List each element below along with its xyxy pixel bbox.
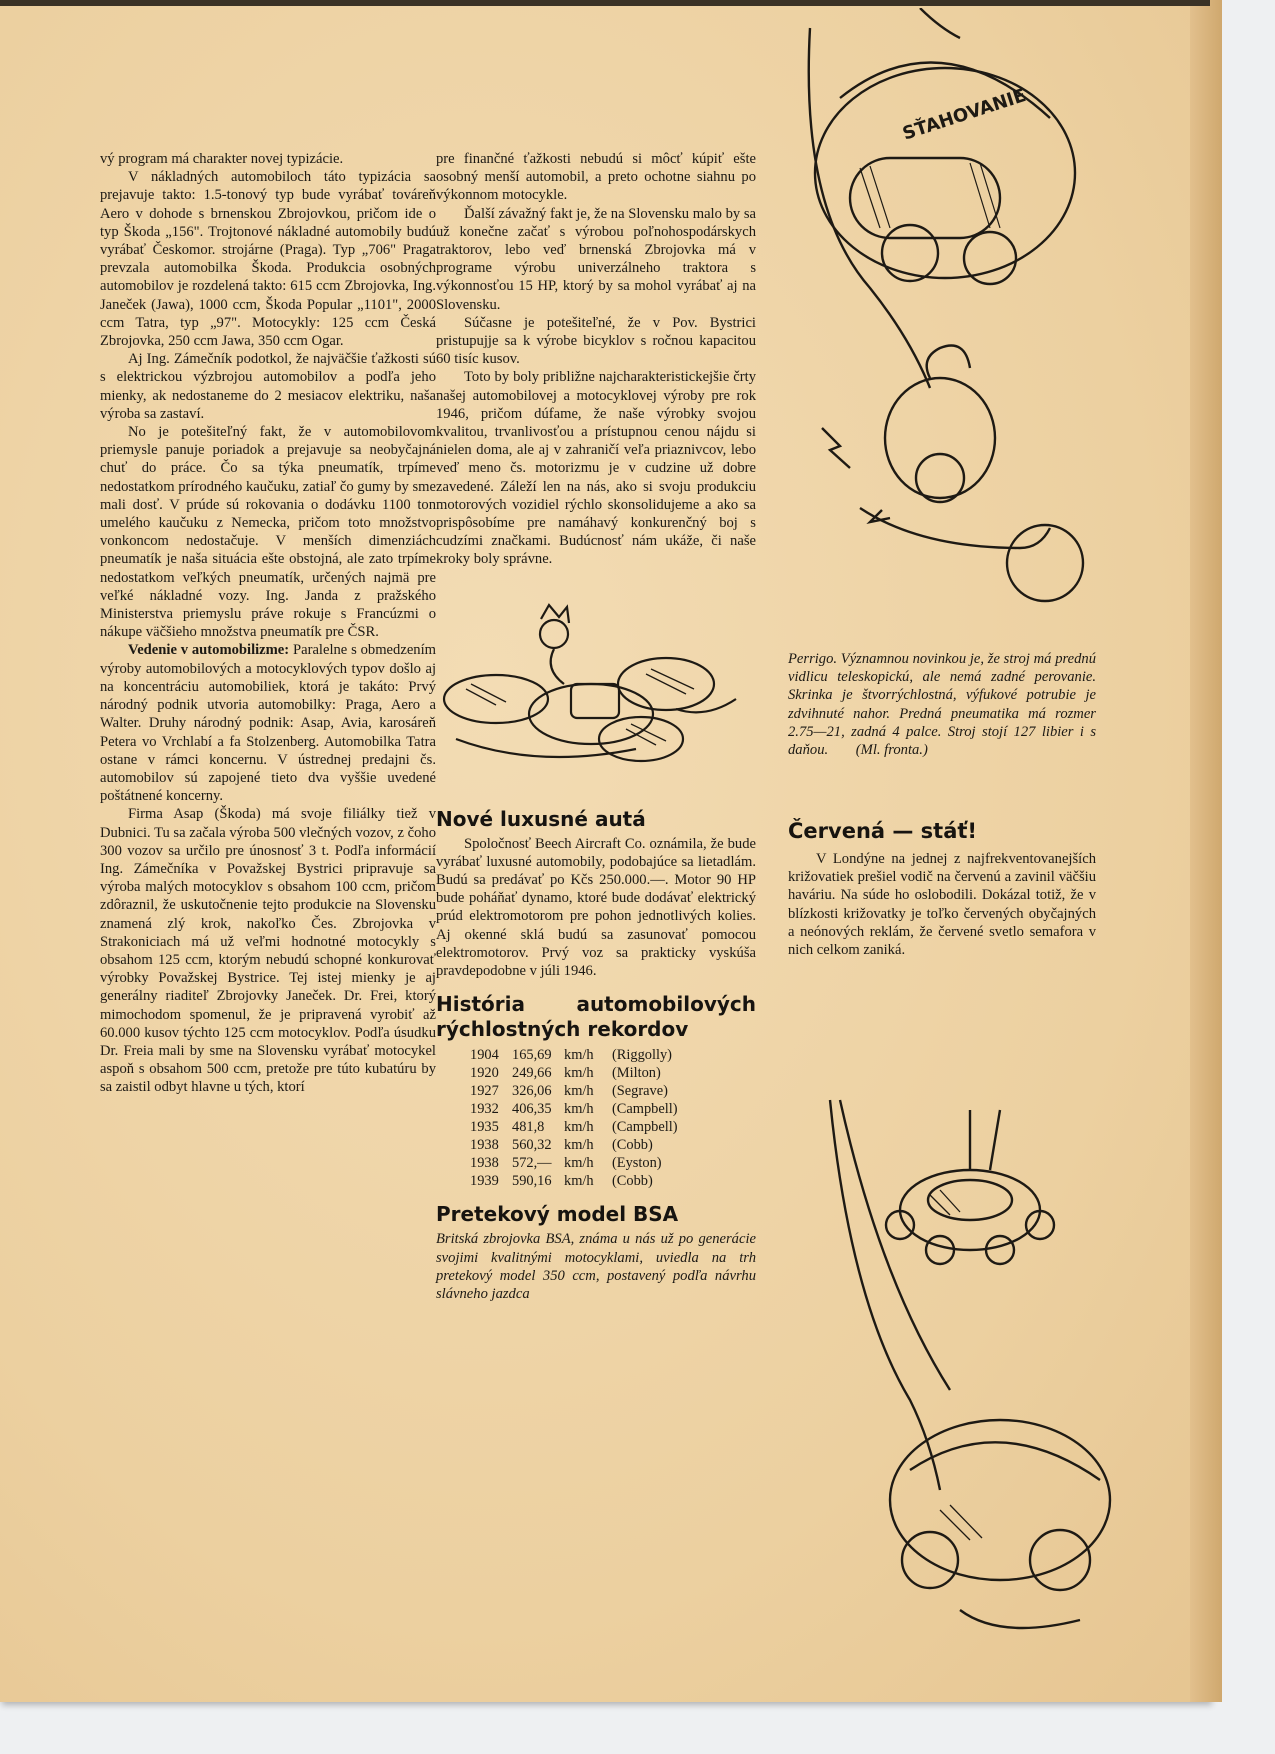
- headline-red-light: Červená — stáť!: [788, 819, 978, 843]
- record-year: 1932: [470, 1101, 499, 1118]
- record-unit: km/h: [564, 1173, 594, 1190]
- article-red-light: [788, 818, 1096, 959]
- record-speed: 560,32: [512, 1137, 552, 1154]
- paragraph: V Londýne na jednej z najfrekventovanejších križovatiek prešiel vodič na červenú a zavinil väčšiu haváriu. Na súde ho oslobodili. Dokázal totiž, že v blízkosti križovatky je toľko červených obyčajných a neónových reklám, že červené svetlo semafora v nich celkom zaniká.: [788, 851, 1096, 959]
- car-cartoon-illustration: [436, 589, 756, 799]
- record-name: (Milton): [612, 1065, 661, 1082]
- record-name: (Cobb): [612, 1173, 653, 1190]
- paragraph: vý program má charakter novej typizácie.: [100, 151, 344, 167]
- record-unit: km/h: [564, 1083, 594, 1100]
- article-column-2: [436, 150, 756, 1303]
- record-unit: km/h: [564, 1119, 594, 1136]
- record-year: 1920: [470, 1065, 499, 1082]
- speed-record-row: [470, 1082, 756, 1100]
- record-year: 1939: [470, 1173, 499, 1190]
- run-in-heading: Vedenie v automobilizme:: [128, 642, 290, 659]
- paragraph: No je potešiteľný fakt, že v automobilovom priemysle panuje poriadok a prejavuje sa neobyčajná chuť do práce. Čo sa týka pneumatík, trpíme nedostatkom prírodného kaučuku, zatiaľ čo gumy by sme mali dosť. V prúde sú rokovania o dodávku 1100 ton umelého kaučuku z Nemecka, pričom toto množstvo vonkoncom nedostačuje. V menších dimenziách pneumatík je naša situácia ešte obstojná, ale zato trpíme nedostatkom veľkých pneumatík, určených najmä pre veľké nákladné vozy. Ing. Janda z pražského Ministerstva priemyslu práve rokuje s Francúzmi o nákupe väčšieho množstva pneumatík pre ČSR.: [100, 424, 436, 641]
- speed-record-row: [470, 1046, 756, 1064]
- speed-record-row: [470, 1118, 756, 1136]
- paragraph: Toto by boly približne najcharakteristickejšie črty našej automobilovej a motocyklovej výroby pre rok 1946, pričom dúfame, že naše výrobky svojou kvalitou, trvanlivosťou a prístupnou cenou nájdu si nielen doma, ale aj v zahraničí veľa priaznivcov, lebo veď meno čs. motorizmu je v cudzine už dobre zavedené. Záleží len na nás, ako si svoju produkciu motorových vozidiel rýchlo skonsolidujeme a ako sa prispôsobíme pre namáhavý konkurenčný boj s cudzími značkami. Budúcnosť nám ukáže, či naše kroky boly správne.: [436, 369, 756, 568]
- paragraph: Firma Asap (Škoda) má svoje filiálky tiež v Dubnici. Tu sa začala výroba 500 vlečných vozov, z čoho 300 vozov sa určilo pre únosnosť 3 t. Podľa informácií Ing. Zámečníka v Považskej Bystrici pripravuje sa výroba malých motocyklov s obsahom 100 ccm, pričom zdôraznil, že uskutočnenie tejto produkcie na Slovensku znamená zlý krok, nakoľko Čes. Zbrojovka v Strakoniciach má už veľmi hodnotné motocykly s obsahom 125 ccm, ktorým nebudú schopné konkurovať výrobky Považskej Bystrice. Tej istej mienky je aj generálny riaditeľ Zbrojovky Janeček. Dr. Frei, ktorý mimochodom spomenul, že je pripravená vyrobiť až 60.000 kusov týchto 125 ccm motocyklov. Podľa úsudku Dr. Freia mali by sme na Slovensku vyrábať motocykel aspoň s obsahom 500 ccm, pretože pre túto kubatúru by sa zaistil odbyt hlavne u tých, ktorí: [100, 806, 436, 1096]
- paragraph-text: Perrigo. Významnou novinkou je, že stroj má prednú vidlicu teleskopickú, ale nemá zadné perovanie. Skrinka je štvorrýchlostná, výfukové potrubie je zdvihnuté nahor. Predná pneumatika má rozmer 2.75—21, zadná 4 palce. Stroj stojí 127 libier i s daňou.: [788, 651, 1096, 759]
- paragraph: Britská zbrojovka BSA, známa u nás už po generácie svojimi kvalitnými motocyklami, uviedla na trh pretekový model 350 ccm, postavený podľa návrhu slávneho jazdca: [436, 1231, 756, 1302]
- speed-records-list: [470, 1046, 756, 1190]
- source-citation: (Ml. fronta.): [855, 742, 928, 759]
- record-speed: 165,69: [512, 1047, 552, 1064]
- record-speed: 590,16: [512, 1173, 552, 1190]
- speed-record-row: [470, 1154, 756, 1172]
- record-name: (Eyston): [612, 1155, 662, 1172]
- speed-record-row: [470, 1100, 756, 1118]
- record-unit: km/h: [564, 1047, 594, 1064]
- record-year: 1938: [470, 1155, 499, 1172]
- paragraph: Súčasne je potešiteľné, že v Pov. Bystrici pristupujje sa k výrobe bicyklov s ročnou kapacitou 60 tisíc kusov.: [436, 314, 756, 368]
- speed-record-row: [470, 1136, 756, 1154]
- paragraph: Aj Ing. Zámečník podotkol, že najväčšie ťažkosti sú s elektrickou výzbrojou automobilov a podľa jeho mienky, ak nedostaneme do 2 mesiacov elektriku, naša výroba sa zastaví.: [100, 351, 436, 422]
- record-speed: 249,66: [512, 1065, 552, 1082]
- record-speed: 326,06: [512, 1083, 552, 1100]
- balloon-label: SŤAHOVANIE: [900, 84, 1029, 145]
- paragraph: Ďalší závažný fakt je, že na Slovensku malo by sa už konečne začať s výrobou poľnohospodárskych traktorov, lebo veď brnenská Zbrojovka má v programe výrobu univerzálneho traktora s výkonnosťou 15 HP, ktorý by sa mohol vyrábať aj na Slovensku.: [436, 205, 756, 313]
- balloon-moving-cartoon: [790, 8, 1090, 628]
- record-unit: km/h: [564, 1101, 594, 1118]
- headline-bsa-model: Pretekový model BSA: [436, 1202, 679, 1227]
- record-year: 1938: [470, 1137, 499, 1154]
- record-unit: km/h: [564, 1137, 594, 1154]
- headline-luxury-cars: Nové luxusné autá: [436, 806, 646, 831]
- speed-record-row: [470, 1172, 756, 1190]
- paragraph: V nákladných automobiloch táto typizácia sa prejavuje takto: 1.5-tonový typ bude vyrábať továreň Aero v dohode s brnenskou Zbrojovkou, pričom ide o typ Škoda „156". Trojtonové nákladné automobily budú vyrábať Českomor. strojárne (Praga). Typ „706" Praga prevzala automobilka Škoda. Produkcia osobných automobilov je rozdelená takto: 615 ccm Zbrojovka, Ing. Janeček (Jawa), 1000 ccm, Škoda Popular „1101", 2000 ccm Tatra, typ „97". Motocykly: 125 ccm Česká Zbrojovka, 250 ccm Jawa, 350 ccm Ogar.: [100, 169, 436, 350]
- record-year: 1904: [470, 1047, 499, 1064]
- headline-speed-records: História automobilových rýchlostných rekordov: [436, 992, 756, 1042]
- top-border: [0, 0, 1210, 6]
- record-year: 1927: [470, 1083, 499, 1100]
- paragraph: [100, 641, 436, 805]
- paragraph-text: Paralelne s obmedzením výroby automobilových a motocyklových typov došlo aj na koncentráciu automobiliek, ktorá je takáto: Prvý národný podnik utvoria automobilky: Praga, Aero a Walter. Druhy národný podnik: Asap, Avia, karosáreň Petera vo Vrchlabí a fa Stolzenberg. Automobilka Tatra ostane v rámci koncernu. V ústrednej predajni čs. automobilov sú zapojené tieto dva vyššie uvedené poštátnené koncerny.: [100, 642, 436, 805]
- speed-record-row: [470, 1064, 756, 1082]
- record-unit: km/h: [564, 1155, 594, 1172]
- record-speed: 406,35: [512, 1101, 552, 1118]
- paragraph-perrigo: [788, 650, 1096, 759]
- record-name: (Campbell): [612, 1119, 678, 1136]
- record-speed: 572,—: [512, 1155, 552, 1172]
- paragraph: pre finančné ťažkosti nebudú si môcť kúpiť ešte osobný menší automobil, a preto ochotne siahnu po výkonnom motocykle.: [436, 151, 756, 204]
- record-name: (Segrave): [612, 1083, 668, 1100]
- record-name: (Cobb): [612, 1137, 653, 1154]
- record-speed: 481,8: [512, 1119, 545, 1136]
- record-year: 1935: [470, 1119, 499, 1136]
- record-unit: km/h: [564, 1065, 594, 1082]
- paragraph: Spoločnosť Beech Aircraft Co. oznámila, že bude vyrábať luxusné automobily, podobajúce sa lietadlám. Budú sa predávať po Kčs 250.000.—. Motor 90 HP bude poháňať dynamo, ktoré bude dodávať elektrický prúd elektromotorom pre pohon jednotlivých kolies. Aj okenné sklá budú sa zasunovať pomocou elektromotorov. Prvý voz sa prakticky vyskúša pravdepodobne v júli 1946.: [436, 835, 756, 980]
- record-name: (Riggolly): [612, 1047, 672, 1064]
- record-name: (Campbell): [612, 1101, 678, 1118]
- page-edge: [1190, 0, 1222, 1702]
- article-column-3: [788, 650, 1096, 759]
- car-on-strings-cartoon: [800, 1090, 1120, 1670]
- article-column-1: [100, 150, 436, 1097]
